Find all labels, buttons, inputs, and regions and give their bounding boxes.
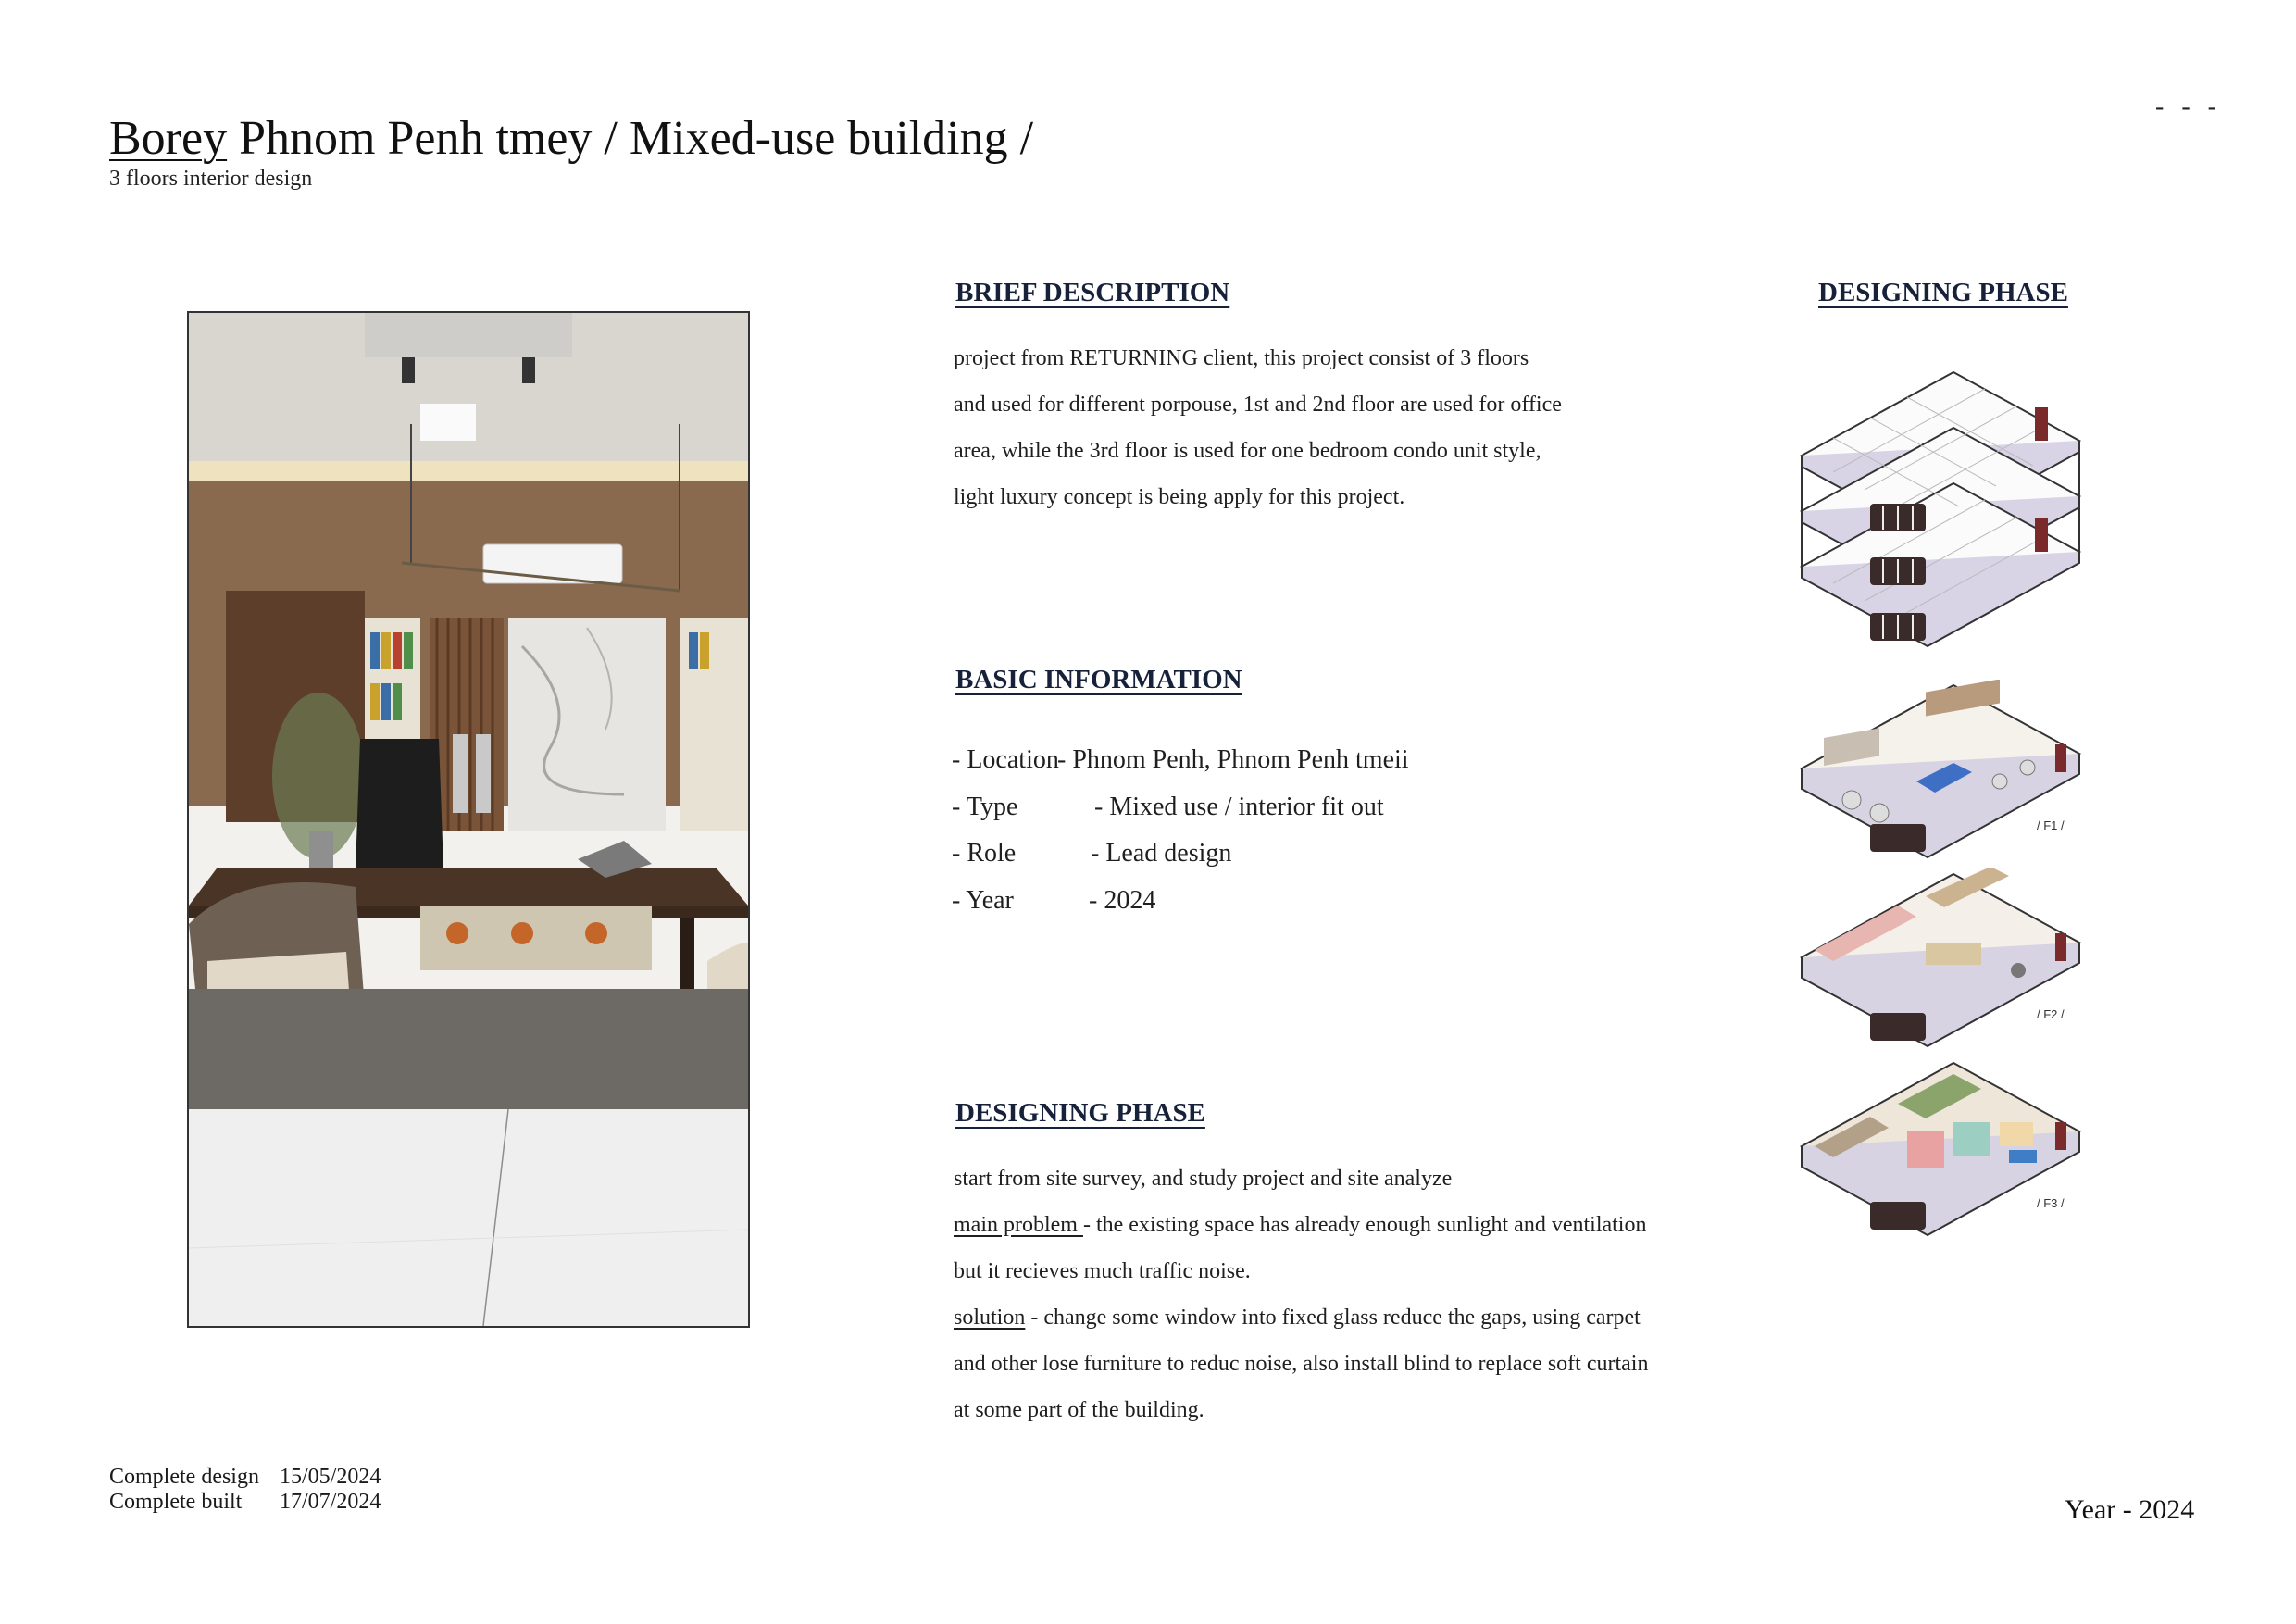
brief-line: light luxury concept is being apply for this project. bbox=[954, 485, 1405, 509]
solution-text: - change some window into fixed glass reduce the gaps, using carpet bbox=[1025, 1305, 1641, 1330]
office-render-image bbox=[187, 311, 750, 1328]
complete-design-row bbox=[109, 1465, 381, 1490]
floor-plan-f2 bbox=[1787, 868, 2083, 1068]
title-underlined-word: Borey bbox=[109, 112, 228, 165]
info-value: - Lead design bbox=[1091, 839, 1232, 868]
corner-mark: - - - bbox=[2155, 93, 2222, 121]
complete-design-label: Complete design bbox=[109, 1465, 259, 1489]
floor-plan-f3 bbox=[1787, 1057, 2083, 1270]
phase-line bbox=[954, 1294, 1750, 1341]
info-row-type bbox=[952, 784, 1409, 831]
brief-description-heading: BRIEF DESCRIPTION bbox=[955, 278, 1230, 307]
info-key: - Type bbox=[952, 792, 1018, 821]
info-key: - Location bbox=[952, 745, 1059, 774]
info-row-role bbox=[952, 831, 1409, 878]
brief-description-text bbox=[954, 335, 1750, 520]
info-key: - Year bbox=[952, 885, 1014, 915]
page-title bbox=[109, 109, 1033, 169]
right-designing-phase-heading: DESIGNING PHASE bbox=[1818, 278, 2068, 307]
brief-line: project from RETURNING client, this project consist of 3 floors bbox=[954, 346, 1529, 370]
phase-line: start from site survey, and study project and site analyze bbox=[954, 1167, 1453, 1191]
basic-information-list bbox=[952, 737, 1409, 924]
phase-line: and other lose furniture to reduc noise, also install blind to replace soft curtain bbox=[954, 1352, 1649, 1376]
main-problem-text: - the existing space has already enough sunlight and ventilation bbox=[1082, 1213, 1647, 1237]
complete-built-date: 17/07/2024 bbox=[280, 1490, 381, 1514]
basic-information-heading: BASIC INFORMATION bbox=[955, 665, 1242, 694]
page-subtitle: 3 floors interior design bbox=[109, 167, 313, 191]
title-rest: Phnom Penh tmey / Mixed-use building / bbox=[227, 112, 1034, 165]
info-key: - Role bbox=[952, 839, 1017, 868]
info-value: - Mixed use / interior fit out bbox=[1094, 792, 1384, 821]
solution-label: solution bbox=[954, 1305, 1026, 1330]
info-value: - 2024 bbox=[1089, 885, 1156, 915]
main-problem-label: main problem bbox=[954, 1213, 1083, 1237]
phase-line: at some part of the building. bbox=[954, 1398, 1204, 1422]
info-row-year bbox=[952, 878, 1409, 925]
floor-label-f3: / F3 / bbox=[2037, 1196, 2065, 1210]
complete-design-date: 15/05/2024 bbox=[280, 1465, 381, 1489]
info-row-location bbox=[952, 737, 1409, 784]
year-label: Year - 2024 bbox=[2065, 1494, 2195, 1525]
designing-phase-text bbox=[954, 1156, 1750, 1433]
complete-built-row bbox=[109, 1490, 381, 1515]
floor-label-f2: / F2 / bbox=[2037, 1007, 2065, 1021]
isometric-stack-diagram bbox=[1787, 367, 2083, 691]
phase-line: but it recieves much traffic noise. bbox=[954, 1259, 1251, 1283]
completion-dates bbox=[109, 1465, 381, 1515]
floor-plan-f1 bbox=[1787, 680, 2083, 880]
brief-line: and used for different porpouse, 1st and 2nd floor are used for office bbox=[954, 393, 1562, 417]
brief-line: area, while the 3rd floor is used for one bedroom condo unit style, bbox=[954, 439, 1541, 463]
info-value: - Phnom Penh, Phnom Penh tmeii bbox=[1057, 745, 1409, 774]
phase-line bbox=[954, 1202, 1750, 1248]
floor-label-f1: / F1 / bbox=[2037, 818, 2065, 832]
complete-built-label: Complete built bbox=[109, 1490, 243, 1514]
designing-phase-heading: DESIGNING PHASE bbox=[955, 1098, 1205, 1128]
